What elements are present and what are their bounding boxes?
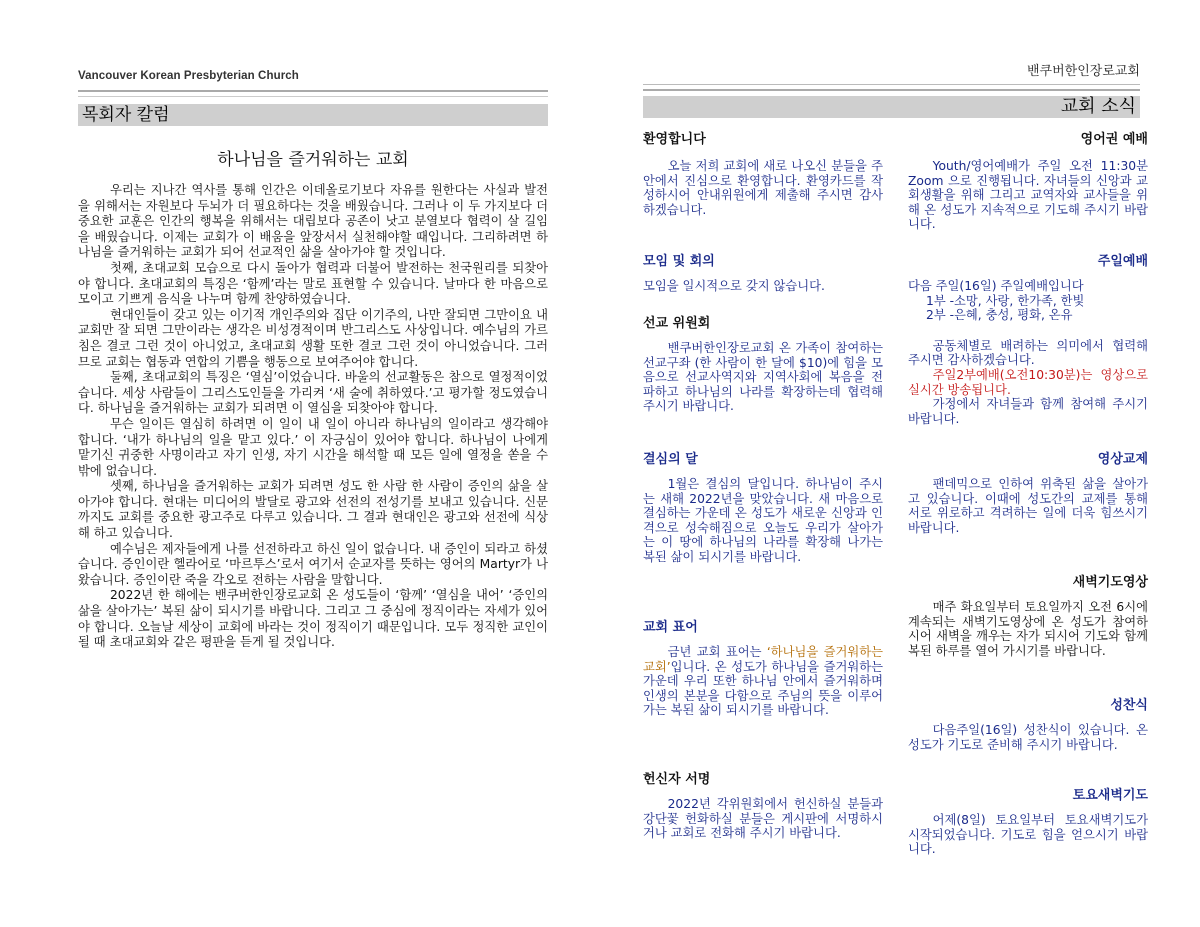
news-title: 헌신자 서명 [643,772,711,787]
news-meeting [643,250,883,294]
column-paragraph: 예수님은 제자들에게 나를 선전하라고 하신 일이 없습니다. 내 증인이 되라고 하셨습니다. 증인이란 헬라어로 ‘마르투스’로서 여기서 순교자를 뜻하는 영어의 Martyr가 나왔습니다. 증인이란 죽을 각오로 전하는 사람을 말합니다. [78,541,548,587]
news-text: 2022년 각위원회에서 헌신하실 분들과 강단꽃 헌화하실 분들은 게시판에 서명하시거나 교회로 전화해 주시기 바랍니다. [643,797,883,841]
news-title: 주일예배 [1097,254,1148,269]
header-rule-thick [643,89,1140,91]
column-paragraph: 현대인들이 갖고 있는 이기적 개인주의와 집단 이기주의, 나만 잘되면 그만이요 내 교회만 잘 되면 그만이라는 생각은 비성경적이며 반그리스도 사상입니다. 예수님의 가르침은 결코 그런 것이 아니었고, 초대교회 생활 또한 결코 그런 것이 아니었습니다. 그러므로 교회는 협동과 연합의 기쁨을 행동으로 보여주어야 합니다. [78,307,548,369]
news-title: 토요새벽기도 [1072,788,1148,803]
news-english-service [908,128,1148,232]
column-body [78,183,548,651]
news-text: 가정에서 자녀들과 함께 참여해 주시기 바랍니다. [908,397,1148,426]
news-video-fellowship [908,448,1148,535]
header-rule-thin [78,96,548,97]
news-text: 1부 -소망, 사랑, 한가족, 한빛 [926,293,1085,308]
column-paragraph: 셋째, 하나님을 즐거워하는 교회가 되려면 성도 한 사람 한 사람이 증인의 삶을 살아가야 합니다. 현대는 미디어의 발달로 광고와 선전의 전성기를 보내고 있습니다. 신문까지도 교회를 중요한 광고주로 다루고 있습니다. 그 결과 현대인은 광고와 선전에 식상해 하고 있습니다. [78,479,548,541]
news-text: 다음주일(16일) 성찬식이 있습니다. 온 성도가 기도로 준비해 주시기 바랍니다. [908,723,1148,752]
news-text: 오늘 저희 교회에 새로 나오신 분들을 주 안에서 진심으로 환영합니다. 환영카드를 작성하시어 안내위원에게 제출해 주시면 감사하겠습니다. [643,159,883,217]
news-text: 팬데믹으로 인하여 위축된 삶을 살아가고 있습니다. 이때에 성도간의 교제를 통해 서로 위로하고 격려하는 일에 더욱 힘쓰시기 바랍니다. [908,477,1148,535]
header-rule [643,84,1140,85]
news-text-highlight: 주일2부예배(오전10:30분)는 영상으로 실시간 방송됩니다. [908,367,1148,397]
motto-highlight: ‘하나님을 즐거워하는 교회’ [643,645,883,674]
news-text [643,645,883,718]
church-name-korean: 밴쿠버한인장로교회 [1026,64,1140,79]
news-text: 1월은 결심의 달입니다. 하나님이 주시는 새해 2022년을 맞았습니다. 새 마음으로 결심하는 가운데 온 성도가 새로운 신앙과 인격으로 성숙해짐으로 오늘도 우리가 살아가는 이 땅에 하나님의 나라를 확장해 나가는 복된 삶이 되시기를 바랍니다. [643,477,883,564]
news-title: 새벽기도영상 [1072,575,1148,590]
news-text: 2부 -은혜, 충성, 평화, 온유 [926,308,1073,323]
column-title: 하나님을 즐거워하는 교회 [217,150,409,170]
column-paragraph: 2022년 한 해에는 밴쿠버한인장로교회 온 성도들이 ‘함께’ ‘열심을 내어’ ‘증인의 삶을 살아가는’ 복된 삶이 되시기를 바랍니다. 그리고 그 중심에 정직이라는 자세가 있어야 합니다. 오늘날 세상이 교회에 바라는 것이 정직이기 때문입니다. 모두 정직한 교인이 될 때 초대교회와 같은 평판을 듣게 될 것입니다. [78,588,548,650]
column-paragraph: 우리는 지나간 역사를 통해 인간은 이데올로기보다 자유를 원한다는 사실과 발전을 위해서는 자원보다 두뇌가 더 필요하다는 것을 배웠습니다. 그러나 이 두 가지보다 더 중요한 교훈은 인간의 행복을 위해서는 대립보다 공존이 낫고 분열보다 협력이 살 길임을 배웠습니다. 이제는 교회가 이 배움을 앞장서서 실천해야할 때입니다. 그리하려면 하나님을 즐거워하는 교회가 되어 선교적인 삶을 살아가야 할 것입니다. [78,183,548,260]
news-sunday-service [908,250,1148,426]
left-page [78,0,548,927]
motto-text-pre: 금년 교회 표어는 [667,645,767,659]
news-text: Youth/영어예배가 주일 오전 11:30분 Zoom 으로 진행됩니다. 자녀들의 신앙과 교회생활을 위해 그리고 교역자와 교사들을 위해 온 성도가 지속적으로 기도해 주시기 바랍니다. [908,159,1148,232]
news-title: 환영합니다 [643,132,706,147]
news-resolve [643,448,883,565]
news-welcome [643,128,883,217]
section-bar-church-news: 교회 소식 [643,96,1140,118]
news-title: 영상교제 [1097,452,1148,467]
motto-text-post: 입니다. 온 성도가 하나님을 즐거워하는 가운데 우리 또한 하나님 안에서 즐거워하며 인생의 본분을 다함으로 주님의 뜻을 이루어가는 복된 삶이 되시기를 바랍니다. [643,659,883,718]
news-title: 교회 표어 [643,620,698,635]
column-paragraph: 둘째, 초대교회의 특징은 ‘열심’이었습니다. 바울의 선교활동은 참으로 열정적이었습니다. 세상 사람들이 그리스도인들을 가리켜 ‘새 술에 취하였다.’고 평가할 정도였습니다. 하나님을 즐거워하는 교회가 되려면 이 열심을 되찾아야 합니다. [78,370,548,416]
section-bar-pastor-column: 목회자 칼럼 [78,104,548,126]
news-text: 모임을 일시적으로 갖지 않습니다. [643,279,825,293]
news-text: 밴쿠버한인장로교회 온 가족이 참여하는 선교구좌 (한 사람이 한 달에 $10)에 힘을 모음으로 선교사역지와 지역사회에 복음을 전파하고 하나님의 나라를 확장하는데 협력해 주시기 바랍니다. [643,341,883,414]
news-saturday-prayer [908,784,1148,857]
news-title: 영어권 예배 [1080,132,1148,147]
church-name-english: Vancouver Korean Presbyterian Church [78,70,299,82]
news-title: 모임 및 회의 [643,254,715,269]
news-dedication [643,768,883,841]
news-title: 성찬식 [1110,698,1148,713]
news-mission [643,312,883,414]
header-rule [78,90,548,92]
news-text: 어제(8일) 토요일부터 토요새벽기도가 시작되었습니다. 기도로 힘을 얻으시기 바랍니다. [908,813,1148,857]
news-text: 공동체별로 배려하는 의미에서 협력해 주시면 감사하겠습니다. [908,338,1148,368]
right-page [643,0,1148,927]
news-communion [908,694,1148,752]
news-motto [643,616,883,718]
news-text: 매주 화요일부터 토요일까지 오전 6시에 계속되는 새벽기도영상에 온 성도가 참여하시어 새벽을 깨우는 자가 되시어 기도와 함께 복된 하루를 열어 가시기를 바랍니다. [908,600,1148,658]
news-dawn-prayer [908,571,1148,658]
news-text: 다음 주일(16일) 주일예배입니다 [908,279,1084,293]
column-paragraph: 무슨 일이든 열심히 하려면 이 일이 내 일이 아니라 하나님의 일이라고 생각해야 합니다. ‘내가 하나님의 일을 맡고 있다.’ 이 자긍심이 있어야 합니다. 하나님이 나에게 맡기신 귀중한 사명이라고 자기 인생, 자기 시간을 해석할 때 모든 일에 열정을 쏟을 수밖에 없습니다. [78,416,548,478]
column-paragraph: 첫째, 초대교회 모습으로 다시 돌아가 협력과 더불어 발전하는 천국원리를 되찾아야 합니다. 초대교회의 특징은 ‘함께’라는 말로 표현할 수 있습니다. 날마다 한 마음으로 모이고 기쁘게 음식을 나누며 함께 찬양하였습니다. [78,260,548,307]
news-title: 결심의 달 [643,452,698,467]
news-title: 선교 위원회 [643,316,711,331]
